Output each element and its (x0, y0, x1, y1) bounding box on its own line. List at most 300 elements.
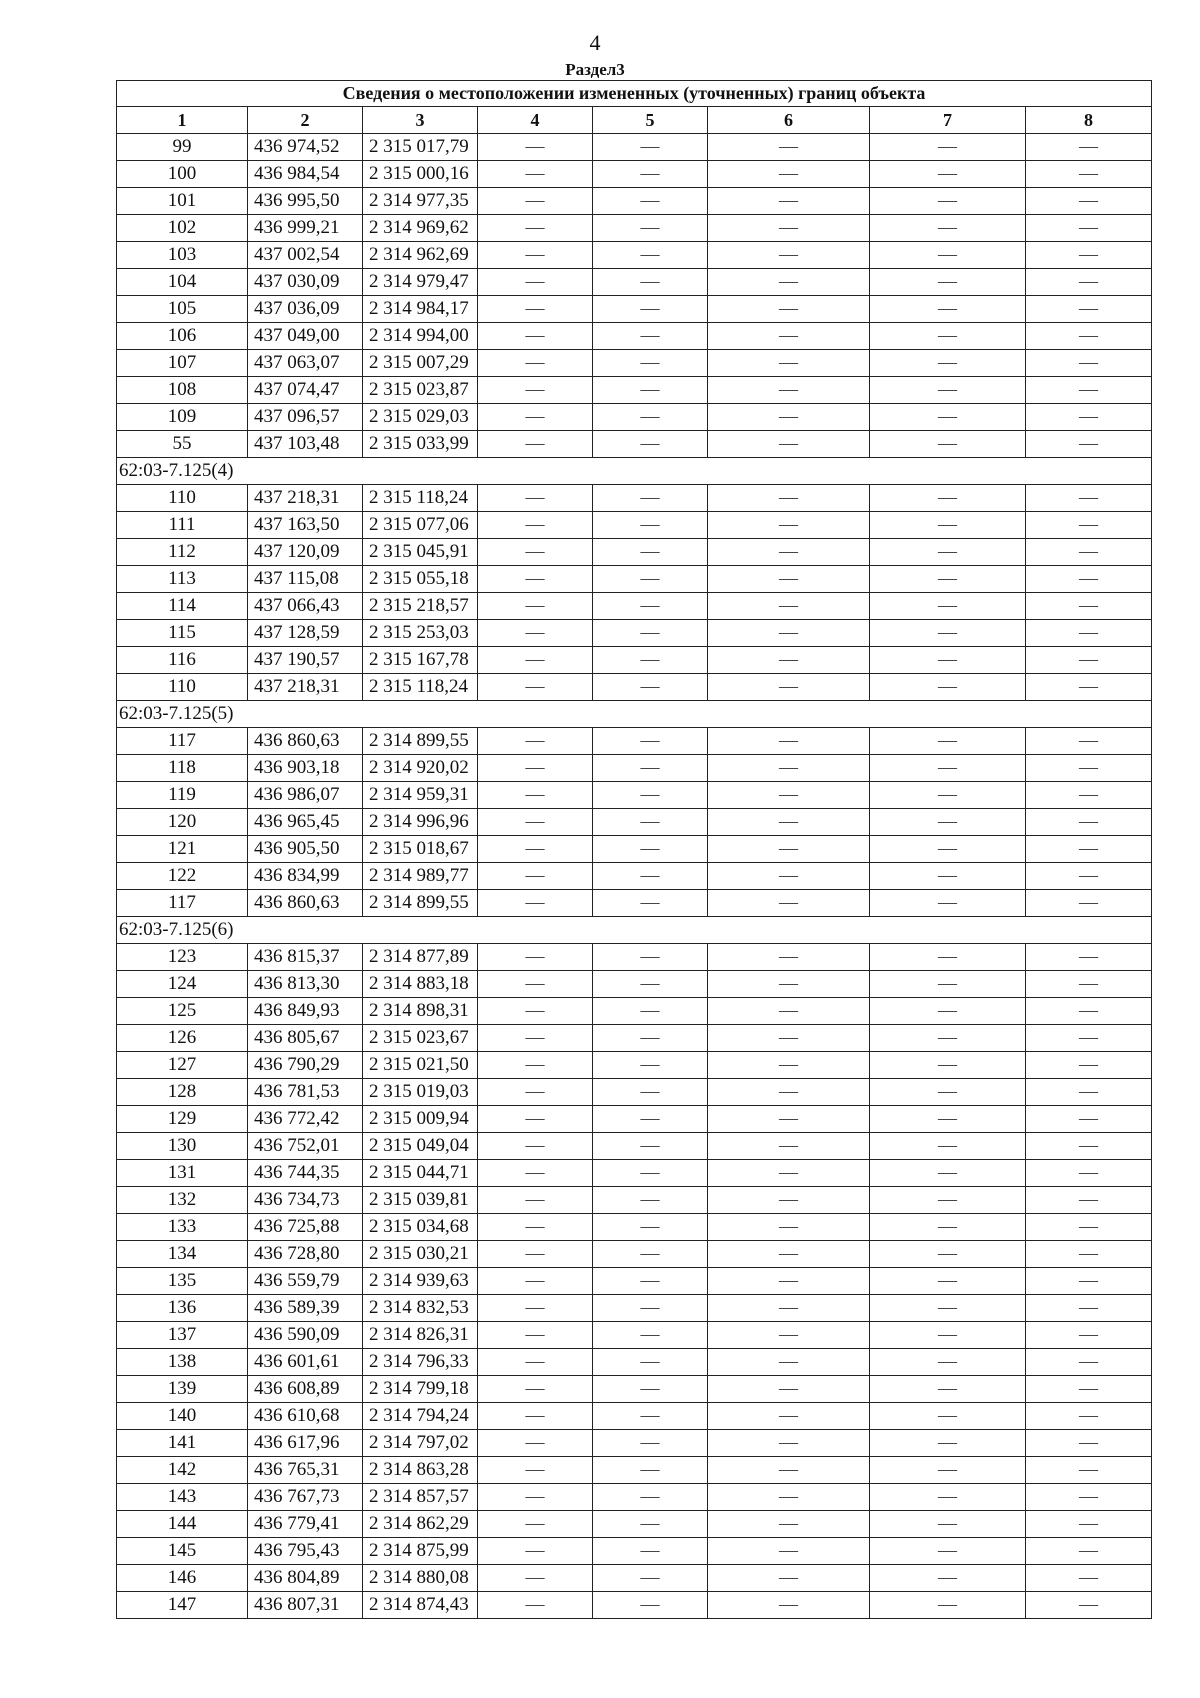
empty-dash-cell: — (478, 296, 593, 323)
y-coordinate-cell: 2 315 007,29 (363, 350, 478, 377)
empty-dash-cell: — (870, 809, 1026, 836)
empty-dash-cell: — (708, 1160, 870, 1187)
table-row (117, 593, 1152, 620)
empty-dash-cell: — (1026, 1538, 1152, 1565)
empty-dash-cell: — (478, 1295, 593, 1322)
x-coordinate-cell: 436 559,79 (248, 1268, 363, 1295)
table-row (117, 728, 1152, 755)
empty-dash-cell: — (870, 566, 1026, 593)
empty-dash-cell: — (870, 1484, 1026, 1511)
empty-dash-cell: — (593, 1295, 708, 1322)
x-coordinate-cell: 437 120,09 (248, 539, 363, 566)
empty-dash-cell: — (870, 1457, 1026, 1484)
x-coordinate-cell: 437 218,31 (248, 485, 363, 512)
group-label-row (117, 458, 1152, 485)
table-row (117, 188, 1152, 215)
empty-dash-cell: — (478, 1430, 593, 1457)
x-coordinate-cell: 436 781,53 (248, 1079, 363, 1106)
empty-dash-cell: — (708, 836, 870, 863)
empty-dash-cell: — (478, 782, 593, 809)
point-number-cell: 137 (117, 1322, 248, 1349)
empty-dash-cell: — (870, 998, 1026, 1025)
group-label-row (117, 701, 1152, 728)
empty-dash-cell: — (708, 1106, 870, 1133)
x-coordinate-cell: 436 849,93 (248, 998, 363, 1025)
table-row (117, 1295, 1152, 1322)
empty-dash-cell: — (708, 1349, 870, 1376)
empty-dash-cell: — (1026, 1106, 1152, 1133)
empty-dash-cell: — (478, 836, 593, 863)
table-row (117, 1214, 1152, 1241)
empty-dash-cell: — (593, 647, 708, 674)
empty-dash-cell: — (1026, 377, 1152, 404)
empty-dash-cell: — (870, 1349, 1026, 1376)
table-caption: Сведения о местоположении измененных (уточненных) границ объекта (117, 81, 1152, 107)
point-number-cell: 136 (117, 1295, 248, 1322)
table-row (117, 566, 1152, 593)
empty-dash-cell: — (1026, 431, 1152, 458)
empty-dash-cell: — (870, 269, 1026, 296)
point-number-cell: 131 (117, 1160, 248, 1187)
empty-dash-cell: — (870, 485, 1026, 512)
empty-dash-cell: — (478, 863, 593, 890)
table-row (117, 755, 1152, 782)
empty-dash-cell: — (1026, 215, 1152, 242)
empty-dash-cell: — (708, 1538, 870, 1565)
point-number-cell: 104 (117, 269, 248, 296)
table-row (117, 512, 1152, 539)
empty-dash-cell: — (478, 1133, 593, 1160)
point-number-cell: 102 (117, 215, 248, 242)
table-row (117, 1484, 1152, 1511)
empty-dash-cell: — (593, 242, 708, 269)
y-coordinate-cell: 2 314 832,53 (363, 1295, 478, 1322)
point-number-cell: 119 (117, 782, 248, 809)
point-number-cell: 107 (117, 350, 248, 377)
empty-dash-cell: — (708, 188, 870, 215)
empty-dash-cell: — (1026, 1376, 1152, 1403)
table-row (117, 1052, 1152, 1079)
x-coordinate-cell: 436 779,41 (248, 1511, 363, 1538)
y-coordinate-cell: 2 315 044,71 (363, 1160, 478, 1187)
empty-dash-cell: — (870, 1187, 1026, 1214)
empty-dash-cell: — (870, 404, 1026, 431)
empty-dash-cell: — (870, 1133, 1026, 1160)
point-number-cell: 139 (117, 1376, 248, 1403)
empty-dash-cell: — (478, 674, 593, 701)
empty-dash-cell: — (1026, 836, 1152, 863)
table-row (117, 1349, 1152, 1376)
empty-dash-cell: — (870, 1052, 1026, 1079)
empty-dash-cell: — (870, 512, 1026, 539)
empty-dash-cell: — (708, 620, 870, 647)
x-coordinate-cell: 437 030,09 (248, 269, 363, 296)
point-number-cell: 113 (117, 566, 248, 593)
x-coordinate-cell: 436 813,30 (248, 971, 363, 998)
empty-dash-cell: — (1026, 296, 1152, 323)
x-coordinate-cell: 436 790,29 (248, 1052, 363, 1079)
empty-dash-cell: — (593, 134, 708, 161)
x-coordinate-cell: 436 608,89 (248, 1376, 363, 1403)
point-number-cell: 128 (117, 1079, 248, 1106)
x-coordinate-cell: 436 965,45 (248, 809, 363, 836)
x-coordinate-cell: 436 807,31 (248, 1592, 363, 1619)
x-coordinate-cell: 437 002,54 (248, 242, 363, 269)
empty-dash-cell: — (870, 1538, 1026, 1565)
empty-dash-cell: — (1026, 242, 1152, 269)
empty-dash-cell: — (593, 944, 708, 971)
empty-dash-cell: — (593, 620, 708, 647)
point-number-cell: 135 (117, 1268, 248, 1295)
x-coordinate-cell: 436 617,96 (248, 1430, 363, 1457)
empty-dash-cell: — (1026, 566, 1152, 593)
x-coordinate-cell: 436 590,09 (248, 1322, 363, 1349)
empty-dash-cell: — (1026, 782, 1152, 809)
point-number-cell: 114 (117, 593, 248, 620)
table-row (117, 296, 1152, 323)
empty-dash-cell: — (870, 323, 1026, 350)
y-coordinate-cell: 2 314 977,35 (363, 188, 478, 215)
empty-dash-cell: — (478, 431, 593, 458)
empty-dash-cell: — (708, 242, 870, 269)
column-number: 3 (363, 107, 478, 134)
empty-dash-cell: — (1026, 1160, 1152, 1187)
table-row (117, 431, 1152, 458)
empty-dash-cell: — (478, 1187, 593, 1214)
y-coordinate-cell: 2 314 874,43 (363, 1592, 478, 1619)
table-row (117, 944, 1152, 971)
y-coordinate-cell: 2 314 984,17 (363, 296, 478, 323)
x-coordinate-cell: 436 734,73 (248, 1187, 363, 1214)
empty-dash-cell: — (593, 1025, 708, 1052)
y-coordinate-cell: 2 315 118,24 (363, 485, 478, 512)
empty-dash-cell: — (870, 377, 1026, 404)
point-number-cell: 108 (117, 377, 248, 404)
empty-dash-cell: — (708, 593, 870, 620)
point-number-cell: 141 (117, 1430, 248, 1457)
empty-dash-cell: — (870, 539, 1026, 566)
x-coordinate-cell: 436 795,43 (248, 1538, 363, 1565)
empty-dash-cell: — (1026, 1268, 1152, 1295)
x-coordinate-cell: 436 905,50 (248, 836, 363, 863)
point-number-cell: 147 (117, 1592, 248, 1619)
empty-dash-cell: — (478, 647, 593, 674)
empty-dash-cell: — (593, 1511, 708, 1538)
empty-dash-cell: — (708, 863, 870, 890)
empty-dash-cell: — (593, 1106, 708, 1133)
empty-dash-cell: — (870, 1295, 1026, 1322)
empty-dash-cell: — (708, 566, 870, 593)
point-number-cell: 117 (117, 890, 248, 917)
empty-dash-cell: — (593, 539, 708, 566)
empty-dash-cell: — (593, 1457, 708, 1484)
empty-dash-cell: — (870, 242, 1026, 269)
point-number-cell: 144 (117, 1511, 248, 1538)
table-row (117, 215, 1152, 242)
empty-dash-cell: — (478, 134, 593, 161)
empty-dash-cell: — (478, 1160, 593, 1187)
x-coordinate-cell: 437 036,09 (248, 296, 363, 323)
x-coordinate-cell: 436 804,89 (248, 1565, 363, 1592)
empty-dash-cell: — (708, 890, 870, 917)
empty-dash-cell: — (478, 1349, 593, 1376)
table-body (117, 134, 1152, 1619)
empty-dash-cell: — (593, 188, 708, 215)
empty-dash-cell: — (1026, 1511, 1152, 1538)
x-coordinate-cell: 436 903,18 (248, 755, 363, 782)
empty-dash-cell: — (708, 1484, 870, 1511)
x-coordinate-cell: 436 589,39 (248, 1295, 363, 1322)
empty-dash-cell: — (708, 809, 870, 836)
empty-dash-cell: — (478, 755, 593, 782)
x-coordinate-cell: 436 610,68 (248, 1403, 363, 1430)
empty-dash-cell: — (870, 1160, 1026, 1187)
y-coordinate-cell: 2 314 862,29 (363, 1511, 478, 1538)
empty-dash-cell: — (593, 674, 708, 701)
empty-dash-cell: — (708, 674, 870, 701)
empty-dash-cell: — (870, 215, 1026, 242)
table-row (117, 647, 1152, 674)
empty-dash-cell: — (708, 377, 870, 404)
empty-dash-cell: — (593, 1538, 708, 1565)
empty-dash-cell: — (708, 1511, 870, 1538)
empty-dash-cell: — (478, 1592, 593, 1619)
x-coordinate-cell: 437 128,59 (248, 620, 363, 647)
x-coordinate-cell: 436 995,50 (248, 188, 363, 215)
empty-dash-cell: — (870, 1106, 1026, 1133)
empty-dash-cell: — (478, 539, 593, 566)
x-coordinate-cell: 436 834,99 (248, 863, 363, 890)
empty-dash-cell: — (1026, 323, 1152, 350)
table-row (117, 1160, 1152, 1187)
y-coordinate-cell: 2 314 883,18 (363, 971, 478, 998)
table-row (117, 1106, 1152, 1133)
x-coordinate-cell: 437 063,07 (248, 350, 363, 377)
point-number-cell: 120 (117, 809, 248, 836)
empty-dash-cell: — (708, 1430, 870, 1457)
point-number-cell: 146 (117, 1565, 248, 1592)
empty-dash-cell: — (478, 1025, 593, 1052)
point-number-cell: 130 (117, 1133, 248, 1160)
empty-dash-cell: — (1026, 134, 1152, 161)
empty-dash-cell: — (593, 512, 708, 539)
table-row (117, 269, 1152, 296)
empty-dash-cell: — (478, 1484, 593, 1511)
table-row (117, 1403, 1152, 1430)
table-row (117, 134, 1152, 161)
y-coordinate-cell: 2 315 253,03 (363, 620, 478, 647)
empty-dash-cell: — (478, 377, 593, 404)
x-coordinate-cell: 437 066,43 (248, 593, 363, 620)
point-number-cell: 140 (117, 1403, 248, 1430)
empty-dash-cell: — (1026, 188, 1152, 215)
empty-dash-cell: — (1026, 1322, 1152, 1349)
empty-dash-cell: — (1026, 512, 1152, 539)
table-row (117, 539, 1152, 566)
empty-dash-cell: — (870, 1322, 1026, 1349)
table-row (117, 998, 1152, 1025)
table-row (117, 1376, 1152, 1403)
x-coordinate-cell: 436 601,61 (248, 1349, 363, 1376)
empty-dash-cell: — (870, 1403, 1026, 1430)
empty-dash-cell: — (478, 1376, 593, 1403)
empty-dash-cell: — (708, 539, 870, 566)
empty-dash-cell: — (870, 161, 1026, 188)
x-coordinate-cell: 437 163,50 (248, 512, 363, 539)
empty-dash-cell: — (593, 161, 708, 188)
column-number: 8 (1026, 107, 1152, 134)
point-number-cell: 112 (117, 539, 248, 566)
y-coordinate-cell: 2 315 167,78 (363, 647, 478, 674)
point-number-cell: 55 (117, 431, 248, 458)
empty-dash-cell: — (708, 350, 870, 377)
empty-dash-cell: — (708, 269, 870, 296)
empty-dash-cell: — (1026, 1484, 1152, 1511)
empty-dash-cell: — (708, 1322, 870, 1349)
empty-dash-cell: — (478, 1457, 593, 1484)
empty-dash-cell: — (708, 944, 870, 971)
x-coordinate-cell: 437 190,57 (248, 647, 363, 674)
y-coordinate-cell: 2 314 899,55 (363, 728, 478, 755)
y-coordinate-cell: 2 314 899,55 (363, 890, 478, 917)
empty-dash-cell: — (708, 998, 870, 1025)
y-coordinate-cell: 2 315 029,03 (363, 404, 478, 431)
point-number-cell: 127 (117, 1052, 248, 1079)
empty-dash-cell: — (708, 782, 870, 809)
empty-dash-cell: — (870, 1025, 1026, 1052)
table-row (117, 161, 1152, 188)
empty-dash-cell: — (593, 1187, 708, 1214)
empty-dash-cell: — (708, 134, 870, 161)
empty-dash-cell: — (593, 323, 708, 350)
x-coordinate-cell: 436 999,21 (248, 215, 363, 242)
x-coordinate-cell: 437 049,00 (248, 323, 363, 350)
y-coordinate-cell: 2 314 962,69 (363, 242, 478, 269)
x-coordinate-cell: 436 728,80 (248, 1241, 363, 1268)
y-coordinate-cell: 2 315 055,18 (363, 566, 478, 593)
empty-dash-cell: — (708, 1133, 870, 1160)
empty-dash-cell: — (1026, 593, 1152, 620)
y-coordinate-cell: 2 315 033,99 (363, 431, 478, 458)
point-number-cell: 124 (117, 971, 248, 998)
y-coordinate-cell: 2 314 863,28 (363, 1457, 478, 1484)
empty-dash-cell: — (870, 1214, 1026, 1241)
empty-dash-cell: — (478, 1106, 593, 1133)
table-row (117, 377, 1152, 404)
empty-dash-cell: — (1026, 1457, 1152, 1484)
point-number-cell: 125 (117, 998, 248, 1025)
empty-dash-cell: — (1026, 1079, 1152, 1106)
empty-dash-cell: — (593, 377, 708, 404)
x-coordinate-cell: 437 103,48 (248, 431, 363, 458)
table-row (117, 1565, 1152, 1592)
empty-dash-cell: — (593, 971, 708, 998)
point-number-cell: 106 (117, 323, 248, 350)
y-coordinate-cell: 2 314 799,18 (363, 1376, 478, 1403)
empty-dash-cell: — (593, 863, 708, 890)
y-coordinate-cell: 2 314 994,00 (363, 323, 478, 350)
y-coordinate-cell: 2 315 034,68 (363, 1214, 478, 1241)
empty-dash-cell: — (478, 188, 593, 215)
empty-dash-cell: — (593, 890, 708, 917)
column-number: 4 (478, 107, 593, 134)
y-coordinate-cell: 2 314 898,31 (363, 998, 478, 1025)
empty-dash-cell: — (870, 350, 1026, 377)
empty-dash-cell: — (1026, 863, 1152, 890)
empty-dash-cell: — (1026, 674, 1152, 701)
group-label: 62:03-7.125(4) (117, 458, 1152, 485)
y-coordinate-cell: 2 315 030,21 (363, 1241, 478, 1268)
empty-dash-cell: — (593, 1133, 708, 1160)
point-number-cell: 123 (117, 944, 248, 971)
x-coordinate-cell: 436 860,63 (248, 890, 363, 917)
empty-dash-cell: — (593, 1079, 708, 1106)
table-row (117, 323, 1152, 350)
empty-dash-cell: — (593, 1349, 708, 1376)
empty-dash-cell: — (478, 404, 593, 431)
empty-dash-cell: — (1026, 998, 1152, 1025)
table-row (117, 1241, 1152, 1268)
y-coordinate-cell: 2 314 875,99 (363, 1538, 478, 1565)
empty-dash-cell: — (593, 350, 708, 377)
empty-dash-cell: — (478, 242, 593, 269)
empty-dash-cell: — (708, 1079, 870, 1106)
empty-dash-cell: — (478, 728, 593, 755)
empty-dash-cell: — (1026, 1187, 1152, 1214)
y-coordinate-cell: 2 314 826,31 (363, 1322, 478, 1349)
point-number-cell: 129 (117, 1106, 248, 1133)
empty-dash-cell: — (1026, 647, 1152, 674)
empty-dash-cell: — (870, 593, 1026, 620)
empty-dash-cell: — (708, 161, 870, 188)
empty-dash-cell: — (708, 323, 870, 350)
x-coordinate-cell: 437 218,31 (248, 674, 363, 701)
point-number-cell: 118 (117, 755, 248, 782)
table-row (117, 1457, 1152, 1484)
empty-dash-cell: — (708, 1376, 870, 1403)
x-coordinate-cell: 436 767,73 (248, 1484, 363, 1511)
table-row (117, 836, 1152, 863)
y-coordinate-cell: 2 315 218,57 (363, 593, 478, 620)
x-coordinate-cell: 436 772,42 (248, 1106, 363, 1133)
point-number-cell: 134 (117, 1241, 248, 1268)
empty-dash-cell: — (593, 1403, 708, 1430)
y-coordinate-cell: 2 314 794,24 (363, 1403, 478, 1430)
empty-dash-cell: — (478, 971, 593, 998)
x-coordinate-cell: 436 744,35 (248, 1160, 363, 1187)
y-coordinate-cell: 2 315 118,24 (363, 674, 478, 701)
point-number-cell: 99 (117, 134, 248, 161)
x-coordinate-cell: 436 986,07 (248, 782, 363, 809)
empty-dash-cell: — (870, 1565, 1026, 1592)
y-coordinate-cell: 2 315 017,79 (363, 134, 478, 161)
empty-dash-cell: — (870, 1592, 1026, 1619)
coordinates-table (116, 80, 1152, 1619)
empty-dash-cell: — (870, 620, 1026, 647)
empty-dash-cell: — (478, 1052, 593, 1079)
y-coordinate-cell: 2 315 045,91 (363, 539, 478, 566)
empty-dash-cell: — (593, 728, 708, 755)
empty-dash-cell: — (1026, 755, 1152, 782)
y-coordinate-cell: 2 314 989,77 (363, 863, 478, 890)
empty-dash-cell: — (870, 1268, 1026, 1295)
y-coordinate-cell: 2 315 018,67 (363, 836, 478, 863)
empty-dash-cell: — (478, 350, 593, 377)
empty-dash-cell: — (1026, 1430, 1152, 1457)
point-number-cell: 132 (117, 1187, 248, 1214)
empty-dash-cell: — (478, 1241, 593, 1268)
x-coordinate-cell: 437 096,57 (248, 404, 363, 431)
